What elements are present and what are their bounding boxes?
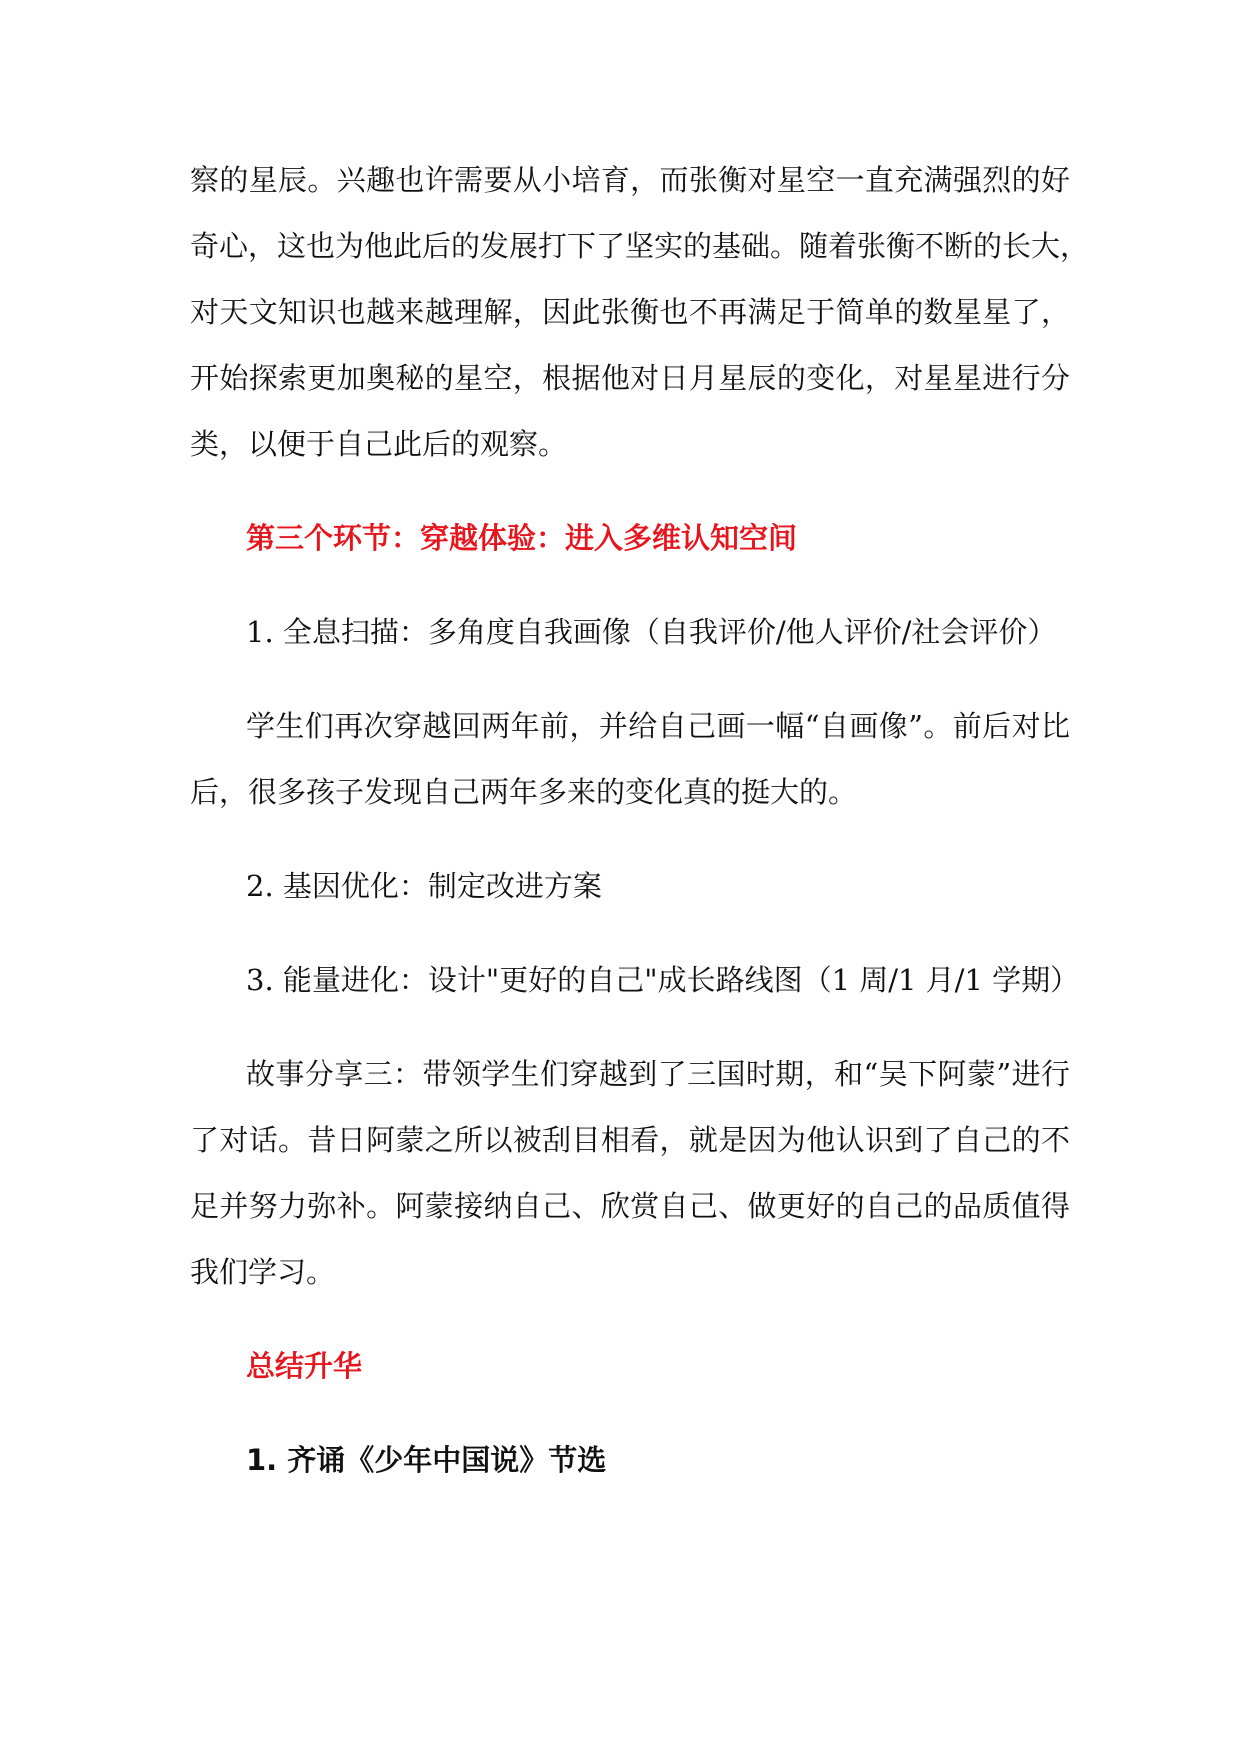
paragraph-1-line-3: 对天文知识也越来越理解，因此张衡也不再满足于简单的数星星了，	[190, 295, 1070, 329]
section-3-item-1: 1. 全息扫描：多角度自我画像（自我评价/他人评价/社会评价）	[246, 615, 1057, 649]
paragraph-1-line-5: 类，以便于自己此后的观察。	[190, 427, 568, 461]
paragraph-1-line-4: 开始探索更加奥秘的星空，根据他对日月星辰的变化，对星星进行分	[190, 361, 1070, 395]
summary-heading: 总结升华	[246, 1349, 363, 1383]
summary-item-1: 1. 齐诵《少年中国说》节选	[246, 1443, 607, 1477]
section-3-paragraph-line-1: 学生们再次穿越回两年前，并给自己画一幅“自画像”。前后对比	[246, 709, 1070, 743]
section-3-paragraph-line-2: 后，很多孩子发现自己两年多来的变化真的挺大的。	[190, 775, 858, 809]
story-line-4: 我们学习。	[190, 1255, 336, 1289]
section-3-heading: 第三个环节：穿越体验：进入多维认知空间	[246, 521, 798, 555]
story-line-2: 了对话。昔日阿蒙之所以被刮目相看，就是因为他认识到了自己的不	[190, 1123, 1070, 1157]
story-line-3: 足并努力弥补。阿蒙接纳自己、欣赏自己、做更好的自己的品质值得	[190, 1189, 1070, 1223]
section-3-item-3: 3. 能量进化：设计"更好的自己"成长路线图（1 周/1 月/1 学期）	[246, 963, 1080, 997]
story-line-1: 故事分享三：带领学生们穿越到了三国时期，和“吴下阿蒙”进行	[246, 1057, 1070, 1091]
section-3-item-2: 2. 基因优化：制定改进方案	[246, 869, 602, 903]
paragraph-1-line-2: 奇心，这也为他此后的发展打下了坚实的基础。随着张衡不断的长大，	[190, 229, 1090, 263]
paragraph-1-line-1: 察的星辰。兴趣也许需要从小培育，而张衡对星空一直充满强烈的好	[190, 163, 1070, 197]
